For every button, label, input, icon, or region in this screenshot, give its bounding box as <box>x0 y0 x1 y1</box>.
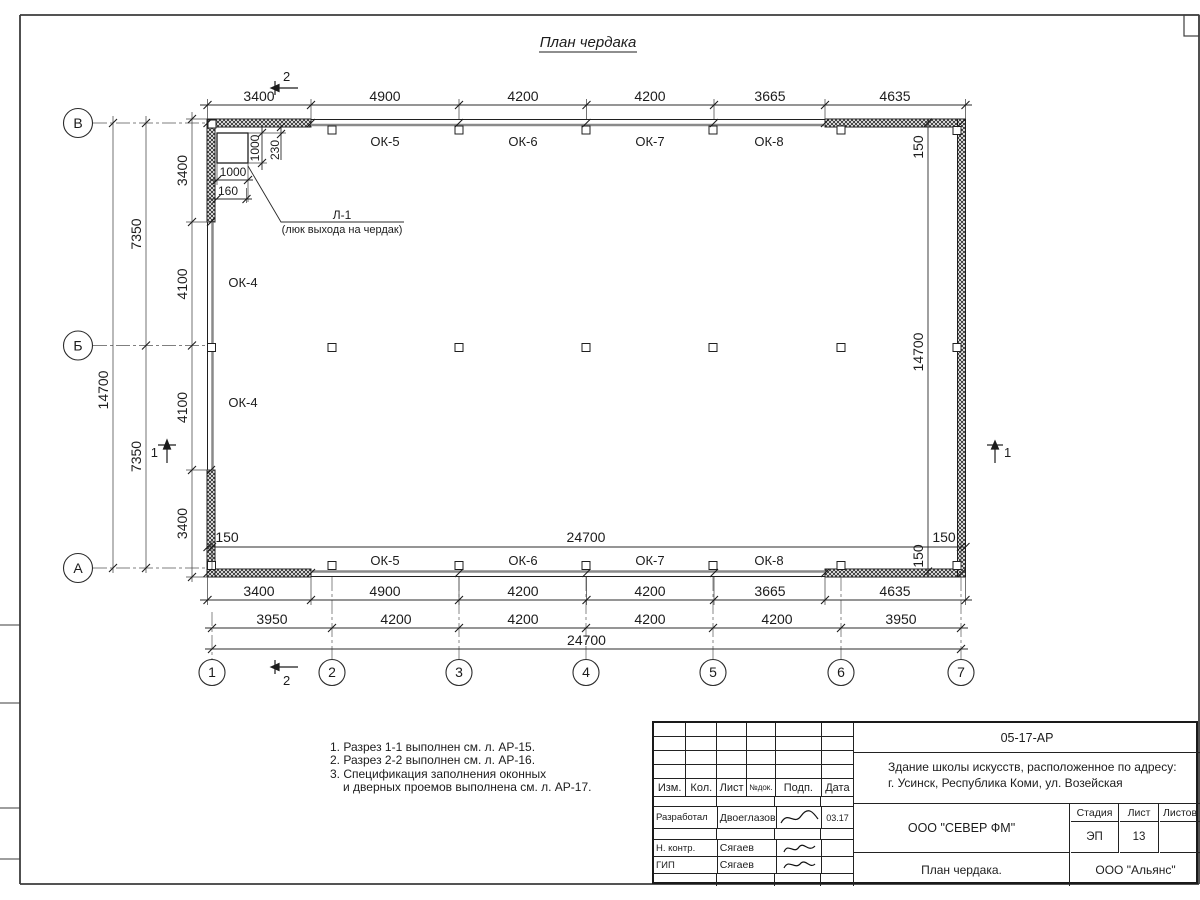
tb-header-izm: Изм. <box>654 779 686 797</box>
tb-sheet-label: Лист <box>1120 804 1159 822</box>
columns <box>208 120 962 570</box>
tb-role-developed: Разработал <box>654 807 718 829</box>
dim-label: 4100 <box>174 268 190 300</box>
dim-label: 4900 <box>369 583 401 599</box>
tb-header-kol: Кол. <box>686 779 717 797</box>
dim-label: 4100 <box>174 391 190 424</box>
dim-label: 24700 <box>567 632 606 648</box>
dim-label: 4900 <box>369 88 401 104</box>
window-label: ОК-6 <box>508 134 538 149</box>
tb-date-developed: 03.17 <box>822 807 853 829</box>
dim-label: 4200 <box>634 88 666 104</box>
dim-label: 150 <box>215 529 239 545</box>
dim-label: 7350 <box>128 440 144 473</box>
hatch-opening <box>217 133 248 163</box>
section-marker-1-right <box>987 441 1003 463</box>
callout-desc: (люк выхода на чердак) <box>281 224 403 236</box>
section-marker-2-top-label: 2 <box>283 69 291 84</box>
axis-row-label: А <box>73 560 83 576</box>
window-label: ОК-4 <box>228 275 258 290</box>
tb-stage-value: ЭП <box>1071 822 1119 853</box>
note-line: 1. Разрез 1-1 выполнен см. л. АР-15. <box>330 740 536 754</box>
dim-label: 4200 <box>507 611 539 627</box>
axis-col-label: 5 <box>709 664 717 680</box>
tb-sheet-value: 13 <box>1120 822 1159 853</box>
window-label: ОК-5 <box>370 134 400 149</box>
binding-marks <box>0 625 20 859</box>
tb-name-ncontrol: Сягаев <box>718 840 777 857</box>
dim-label: 150 <box>910 135 926 159</box>
axis-lines <box>93 123 961 659</box>
tb-project-line1: Здание школы искусств, расположенное по адресу: <box>888 760 1177 774</box>
tb-stage-label: Стадия <box>1071 804 1119 822</box>
dim-label: 3400 <box>243 583 275 599</box>
window-label: ОК-5 <box>370 553 400 568</box>
dim-label: 14700 <box>95 370 111 410</box>
axis-col-label: 7 <box>957 664 965 680</box>
axis-col-label: 2 <box>328 664 336 680</box>
dim-label: 230 <box>268 139 282 161</box>
note-line: 3. Спецификация заполнения оконных <box>330 766 547 781</box>
dim-label: 3400 <box>174 507 190 540</box>
tb-sheet-title: План чердака. <box>853 853 1070 886</box>
axis-col-label: 3 <box>455 664 463 680</box>
dim-label: 4200 <box>634 611 666 627</box>
notes-block <box>330 741 591 795</box>
walls-window-bands <box>208 120 826 577</box>
dim-label: 1000 <box>248 134 262 162</box>
dim-label: 14700 <box>910 332 926 372</box>
dim-label: 4635 <box>879 583 911 599</box>
dim-label: 3665 <box>754 583 786 599</box>
tb-project-line2: г. Усинск, Республика Коми, ул. Возейская <box>888 776 1123 790</box>
signature-icon <box>780 841 818 856</box>
tb-role-gip: ГИП <box>654 857 718 874</box>
dim-label: 7350 <box>128 218 144 250</box>
tb-header-ndok: №док. <box>747 779 776 797</box>
tb-role-ncontrol: Н. контр. <box>654 840 718 857</box>
section-marker-2-bottom <box>271 660 298 674</box>
note-line: и дверных проемов выполнена см. л. АР-17. <box>343 780 592 795</box>
dim-label: 4200 <box>507 583 539 599</box>
section-marker-1-left-label: 1 <box>150 445 158 460</box>
tb-name-gip: Сягаев <box>718 857 777 874</box>
tb-header-list: Лист <box>717 779 746 797</box>
tb-sheets-label: Листов <box>1160 804 1200 822</box>
dim-label: 3400 <box>243 88 275 104</box>
note-line: 2. Разрез 2-2 выполнен см. л. АР-16. <box>330 753 536 768</box>
tb-name-developed: Двоеглазов <box>718 807 777 829</box>
corner-doc-box <box>1184 15 1199 36</box>
dim-label: 3950 <box>256 611 288 627</box>
dim-label: 24700 <box>566 529 606 545</box>
dim-label: 150 <box>932 529 956 545</box>
dim-label: 4200 <box>507 88 539 104</box>
dim-label: 4200 <box>634 583 666 599</box>
dim-label: 4200 <box>761 611 793 627</box>
tb-sheets-value <box>1160 822 1200 853</box>
dim-label: 160 <box>217 184 239 198</box>
axis-col-label: 1 <box>208 664 216 680</box>
window-label: ОК-4 <box>228 395 258 410</box>
page-title: План чердака <box>539 34 637 51</box>
axis-row-label: В <box>73 115 83 131</box>
window-label: ОК-6 <box>508 553 538 568</box>
section-marker-2-bottom-label: 2 <box>283 673 291 688</box>
axis-row-label: Б <box>73 337 83 354</box>
tb-header-data: Дата <box>822 779 853 797</box>
dim-label: 3400 <box>174 154 190 187</box>
axis-col-label: 6 <box>837 664 845 680</box>
dim-label: 150 <box>910 544 926 568</box>
dim-label: 3665 <box>754 88 786 104</box>
tb-company: ООО "СЕВЕР ФМ" <box>853 804 1070 853</box>
window-label: ОК-8 <box>754 134 784 149</box>
revision-table <box>654 723 853 886</box>
signature-icon <box>780 858 818 873</box>
dim-label: 1000 <box>219 165 247 179</box>
tb-org: ООО "Альянс" <box>1095 862 1176 877</box>
dim-label: 4200 <box>380 611 412 627</box>
dim-label: 4635 <box>879 88 911 104</box>
section-marker-1-left <box>158 440 176 463</box>
callout-label: Л-1 <box>332 208 352 222</box>
tb-doc-number: 05-17-АР <box>853 723 1200 753</box>
callout-leader <box>248 166 404 222</box>
window-label: ОК-7 <box>635 553 665 568</box>
title-block <box>652 721 1198 884</box>
window-label: ОК-7 <box>635 134 665 149</box>
axis-col-label: 4 <box>582 664 590 680</box>
tb-header-podp: Подп. <box>776 779 822 797</box>
signature-icon <box>778 808 820 828</box>
section-marker-1-right-label: 1 <box>1004 445 1012 460</box>
dim-label: 3950 <box>885 611 917 627</box>
window-label: ОК-8 <box>754 553 784 568</box>
